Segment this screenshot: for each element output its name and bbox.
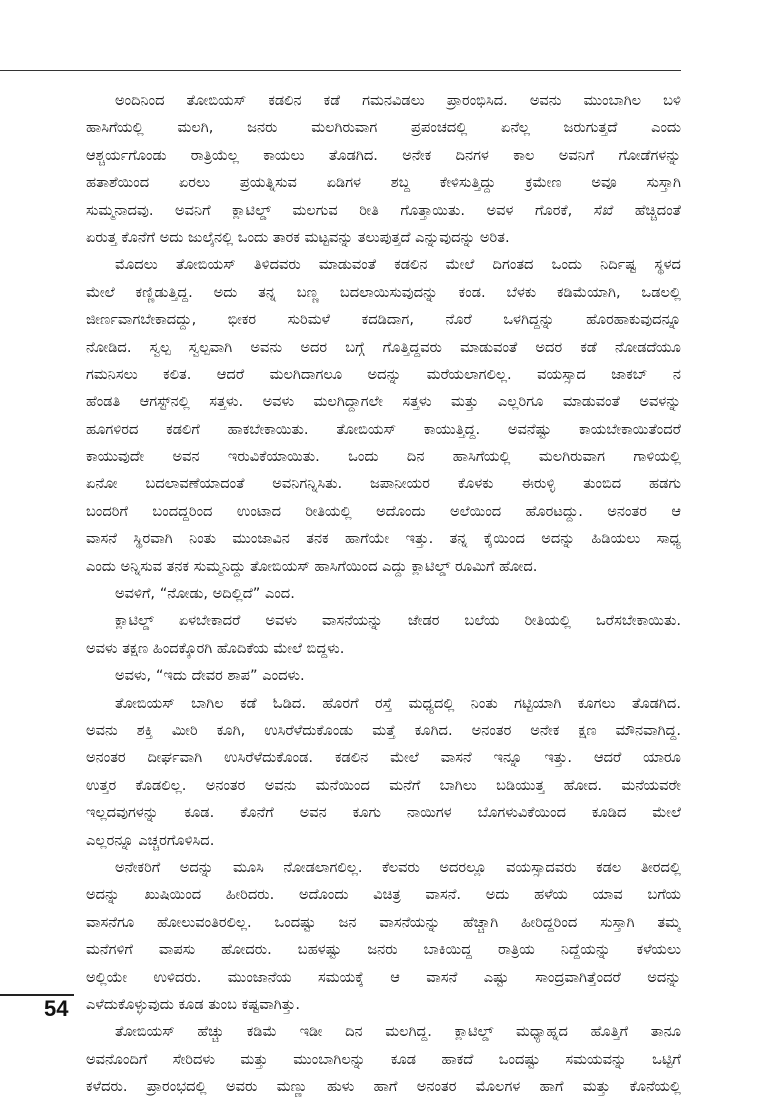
text-line: ಅಂದಿನಿಂದ ತೋಬಿಯಸ್ ಕಡಲಿನ ಕಡೆ ಗಮನವಿಡಲು ಪ್ರಾರಂಭಿಸಿದ. ಅವನು ಮುಂಬಾಗಿಲ ಬಳಿ [115,92,681,109]
text-line: ಎಂದು ಅನ್ನಿಸುವ ತನಕ ಸುಮ್ಮನಿದ್ದು ತೋಬಿಯಸ್ ಹಾಸಿಗೆಯಿಂದ ಎದ್ದು ಕ್ಲಾಟಿಲ್ಡ್ ರೂಮಿಗೆ ಹೋದ. [86,557,538,575]
text-line: ಹೆಂಡತಿ ಆಗಸ್ಟ್‌ನಲ್ಲಿ ಸತ್ತಳು. ಅವಳು ಮಲಗಿದ್ದಾಗಲೇ ಸತ್ತಳು ಮತ್ತು ಎಲ್ಲರಿಗೂ ಮಾಡುವಂತೆ ಅವಳನ್ನು [86,393,681,411]
text-line: ಎಲ್ಲರನ್ನೂ ಎಚ್ಚರಗೊಳಿಸಿದ. [86,831,215,849]
text-line: ಅಲ್ಲಿಯೇ ಉಳಿದರು. ಮುಂಜಾನೆಯ ಸಮಯಕ್ಕೆ ಆ ವಾಸನೆ ಎಷ್ಟು ಸಾಂದ್ರವಾಗಿತ್ತೆಂದರೆ ಅದನ್ನು [86,968,681,986]
text-line: ಸುಮ್ಮನಾದವು. ಅವನಿಗೆ ಕ್ಲಾಟಿಲ್ಡ್ ಮಲಗುವ ರೀತಿ ಗೊತ್ತಾಯಿತು. ಅವಳ ಗೊರಕೆ, ಸೆಖೆ ಹೆಚ್ಚಿದಂತೆ [86,201,681,219]
text-line: ಬಂದರಿಗೆ ಬಂದದ್ದರಿಂದ ಉಂಟಾದ ರೀತಿಯಲ್ಲಿ ಅದೊಂದು ಅಲೆಯಿಂದ ಹೊರಟದ್ದು. ಅನಂತರ ಆ [86,502,681,520]
text-line: ಎಳೆದುಕೊಳ್ಳುವುದು ಕೂಡ ತುಂಬ ಕಷ್ಟವಾಗಿತ್ತು. [86,995,300,1013]
text-line: ಏನೋ ಬದಲಾವಣೆಯಾದಂತೆ ಅವನಿಗನ್ನಿಸಿತು. ಜಪಾನೀಯರ ಕೊಳಕು ಈರುಳ್ಳಿ ತುಂಬಿದ ಹಡಗು [86,475,681,493]
text-line: ಗಮನಿಸಲು ಕಲಿತ. ಆದರೆ ಮಲಗಿದಾಗಲೂ ಅದನ್ನು ಮರೆಯಲಾಗಲಿಲ್ಲ. ವಯಸ್ಸಾದ ಜಾಕಬ್ ನ [86,365,681,383]
page-number: 54 [44,996,69,1021]
text-line: ಆಶ್ಚರ್ಯಗೊಂಡು ರಾತ್ರಿಯೆಲ್ಲ ಕಾಯಲು ತೊಡಗಿದ. ಅನೇಕ ದಿನಗಳ ಕಾಲ ಅವನಿಗೆ ಗೋಡೆಗಳನ್ನು [86,146,681,164]
text-line: ಅವನು ಶಕ್ತಿ ಮೀರಿ ಕೂಗಿ, ಉಸಿರೆಳೆದುಕೊಂಡು ಮತ್ತೆ ಕೂಗಿದ. ಅನಂತರ ಅನೇಕ ಕ್ಷಣ ಮೌನವಾಗಿದ್ದ. [86,721,681,739]
text-line: ತೋಬಿಯಸ್ ಹೆಚ್ಚು ಕಡಿಮೆ ಇಡೀ ದಿನ ಮಲಗಿದ್ದ. ಕ್ಲಾಟಿಲ್ಡ್ ಮಧ್ಯಾಹ್ನದ ಹೊತ್ತಿಗೆ ತಾನೂ [115,1023,681,1041]
text-line: ಏರುತ್ತ ಕೊನೆಗೆ ಅದು ಜುಲೈನಲ್ಲಿ ಒಂದು ತಾರಕ ಮಟ್ಟವನ್ನು ತಲುಪುತ್ತದೆ ಎನ್ನುವುದನ್ನು ಅರಿತ. [86,228,510,246]
text-line: ಕಾಯುವುದೇ ಅವನ ಇರುವಿಕೆಯಾಯಿತು. ಒಂದು ದಿನ ಹಾಸಿಗೆಯಲ್ಲಿ ಮಲಗಿರುವಾಗ ಗಾಳಿಯಲ್ಲಿ [86,448,681,466]
text-line: ಅವಳು, “ಇದು ದೇವರ ಶಾಪ” ಎಂದಳು. [115,667,305,685]
header-rule [0,70,681,71]
text-line: ಅನೇಕರಿಗೆ ಅದನ್ನು ಮೂಸಿ ನೋಡಲಾಗಲಿಲ್ಲ. ಕೆಲವರು ಅದರಲ್ಲೂ ವಯಸ್ಸಾದವರು ಕಡಲ ತೀರದಲ್ಲಿ [115,858,681,876]
text-line: ಉತ್ತರ ಕೊಡಲಿಲ್ಲ. ಅನಂತರ ಅವನು ಮನೆಯಿಂದ ಮನೆಗೆ ಬಾಗಿಲು ಬಡಿಯುತ್ತ ಹೋದ. ಮನೆಯವರೇ [86,776,681,794]
text-line: ಮನೆಗಳಿಗೆ ವಾಪಸು ಹೋದರು. ಬಹಳಷ್ಟು ಜನರು ಬಾಕಿಯಿದ್ದ ರಾತ್ರಿಯ ನಿದ್ದೆಯನ್ನು ಕಳೆಯಲು [86,941,681,959]
text-line: ಇಲ್ಲದವುಗಳನ್ನು ಕೂಡ. ಕೊನೆಗೆ ಅವನ ಕೂಗು ನಾಯಿಗಳ ಬೊಗಳುವಿಕೆಯಿಂದ ಕೂಡಿದ ಮೇಲೆ [86,804,681,822]
text-line: ಜೀರ್ಣವಾಗಬೇಕಾದದ್ದು, ಭೀಕರ ಸುರಿಮಳೆ ಕದಡಿದಾಗ, ನೊರೆ ಒಳಗಿದ್ದನ್ನು ಹೊರಹಾಕುವುದನ್ನೂ [86,311,681,329]
text-line: ಅವಳಿಗೆ, “ನೋಡು, ಅದಿಲ್ಲಿದೆ” ಎಂದ. [115,585,295,603]
text-line: ಅವಳು ತಕ್ಷಣ ಹಿಂದಕ್ಕೊರಗಿ ಹೊದಿಕೆಯ ಮೇಲೆ ಬಿದ್ದಳು. [86,639,345,657]
text-line: ಅನಂತರ ದೀರ್ಘವಾಗಿ ಉಸಿರೆಳೆದುಕೊಂಡ. ಕಡಲಿನ ಮೇಲೆ ವಾಸನೆ ಇನ್ನೂ ಇತ್ತು. ಆದರೆ ಯಾರೂ [86,749,681,767]
text-line: ಕಳೆದರು. ಪ್ರಾರಂಭದಲ್ಲಿ ಅವರು ಮಣ್ಣು ಹುಳು ಹಾಗೆ ಅನಂತರ ಮೊಲಗಳ ಹಾಗೆ ಮತ್ತು ಕೊನೆಯಲ್ಲಿ [86,1078,681,1096]
text-line: ಕ್ಲಾಟಿಲ್ಡ್ ಏಳಬೇಕಾದರೆ ಅವಳು ವಾಸನೆಯನ್ನು ಜೇಡರ ಬಲೆಯ ರೀತಿಯಲ್ಲಿ ಒರೆಸಬೇಕಾಯಿತು. [115,612,681,630]
text-line: ತೋಬಿಯಸ್ ಬಾಗಿಲ ಕಡೆ ಓಡಿದ. ಹೊರಗೆ ರಸ್ತೆ ಮಧ್ಯದಲ್ಲಿ ನಿಂತು ಗಟ್ಟಿಯಾಗಿ ಕೂಗಲು ತೊಡಗಿದ. [115,694,681,712]
text-line: ನೋಡಿದ. ಸ್ವಲ್ಪ ಸ್ವಲ್ಪವಾಗಿ ಅವನು ಅದರ ಬಗ್ಗೆ ಗೊತ್ತಿದ್ದವರು ಮಾಡುವಂತೆ ಅದರ ಕಡೆ ನೋಡದೆಯೂ [86,338,681,356]
text-line: ಹತಾಶೆಯಿಂದ ಏರಲು ಪ್ರಯತ್ನಿಸುವ ಏಡಿಗಳ ಶಬ್ದ ಕೇಳಿಸುತ್ತಿದ್ದು ಕ್ರಮೇಣ ಅವೂ ಸುಸ್ತಾಗಿ [86,174,681,192]
text-line: ಹಾಸಿಗೆಯಲ್ಲಿ ಮಲಗಿ, ಜನರು ಮಲಗಿರುವಾಗ ಪ್ರಪಂಚದಲ್ಲಿ ಏನೆಲ್ಲ ಜರುಗುತ್ತದೆ ಎಂದು [86,119,681,137]
text-line: ಮೊದಲು ತೋಬಿಯಸ್ ತಿಳಿದವರು ಮಾಡುವಂತೆ ಕಡಲಿನ ಮೇಲೆ ದಿಗಂತದ ಒಂದು ನಿರ್ದಿಷ್ಟ ಸ್ಥಳದ [115,256,681,274]
text-line: ಅವನೊಂದಿಗೆ ಸೇರಿದಳು ಮತ್ತು ಮುಂಬಾಗಿಲನ್ನು ಕೂಡ ಹಾಕದೆ ಒಂದಷ್ಟು ಸಮಯವನ್ನು ಒಟ್ಟಿಗೆ [86,1050,681,1068]
page-body [86,87,681,1100]
text-line: ಹೂಗಳಿರದ ಕಡಲಿಗೆ ಹಾಕಬೇಕಾಯಿತು. ತೋಬಿಯಸ್ ಕಾಯುತ್ತಿದ್ದ. ಅವನೆಷ್ಟು ಕಾಯಬೇಕಾಯಿತೆಂದರೆ [86,420,681,438]
text-line: ವಾಸನೆ ಸ್ಥಿರವಾಗಿ ನಿಂತು ಮುಂಜಾವಿನ ತನಕ ಹಾಗೆಯೇ ಇತ್ತು. ತನ್ನ ಕೈಯಿಂದ ಅದನ್ನು ಹಿಡಿಯಲು ಸಾಧ್ಯ [86,530,681,548]
text-line: ಅದನ್ನು ಖುಷಿಯಿಂದ ಹೀರಿದರು. ಅದೊಂದು ವಿಚಿತ್ರ ವಾಸನೆ. ಅದು ಹಳೆಯ ಯಾವ ಬಗೆಯ [86,886,681,904]
text-line: ವಾಸನೆಗೂ ಹೋಲುವಂತಿರಲಿಲ್ಲ. ಒಂದಷ್ಟು ಜನ ವಾಸನೆಯನ್ನು ಹೆಚ್ಚಾಗಿ ಹೀರಿದ್ದರಿಂದ ಸುಸ್ತಾಗಿ ತಮ್ಮ [86,913,681,931]
text-line: ಮೇಲೆ ಕಣ್ಣಿಡುತ್ತಿದ್ದ. ಅದು ತನ್ನ ಬಣ್ಣ ಬದಲಾಯಿಸುವುದನ್ನು ಕಂಡ. ಬೆಳಕು ಕಡಿಮೆಯಾಗಿ, ಒಡಲಲ್ಲಿ [86,283,681,301]
